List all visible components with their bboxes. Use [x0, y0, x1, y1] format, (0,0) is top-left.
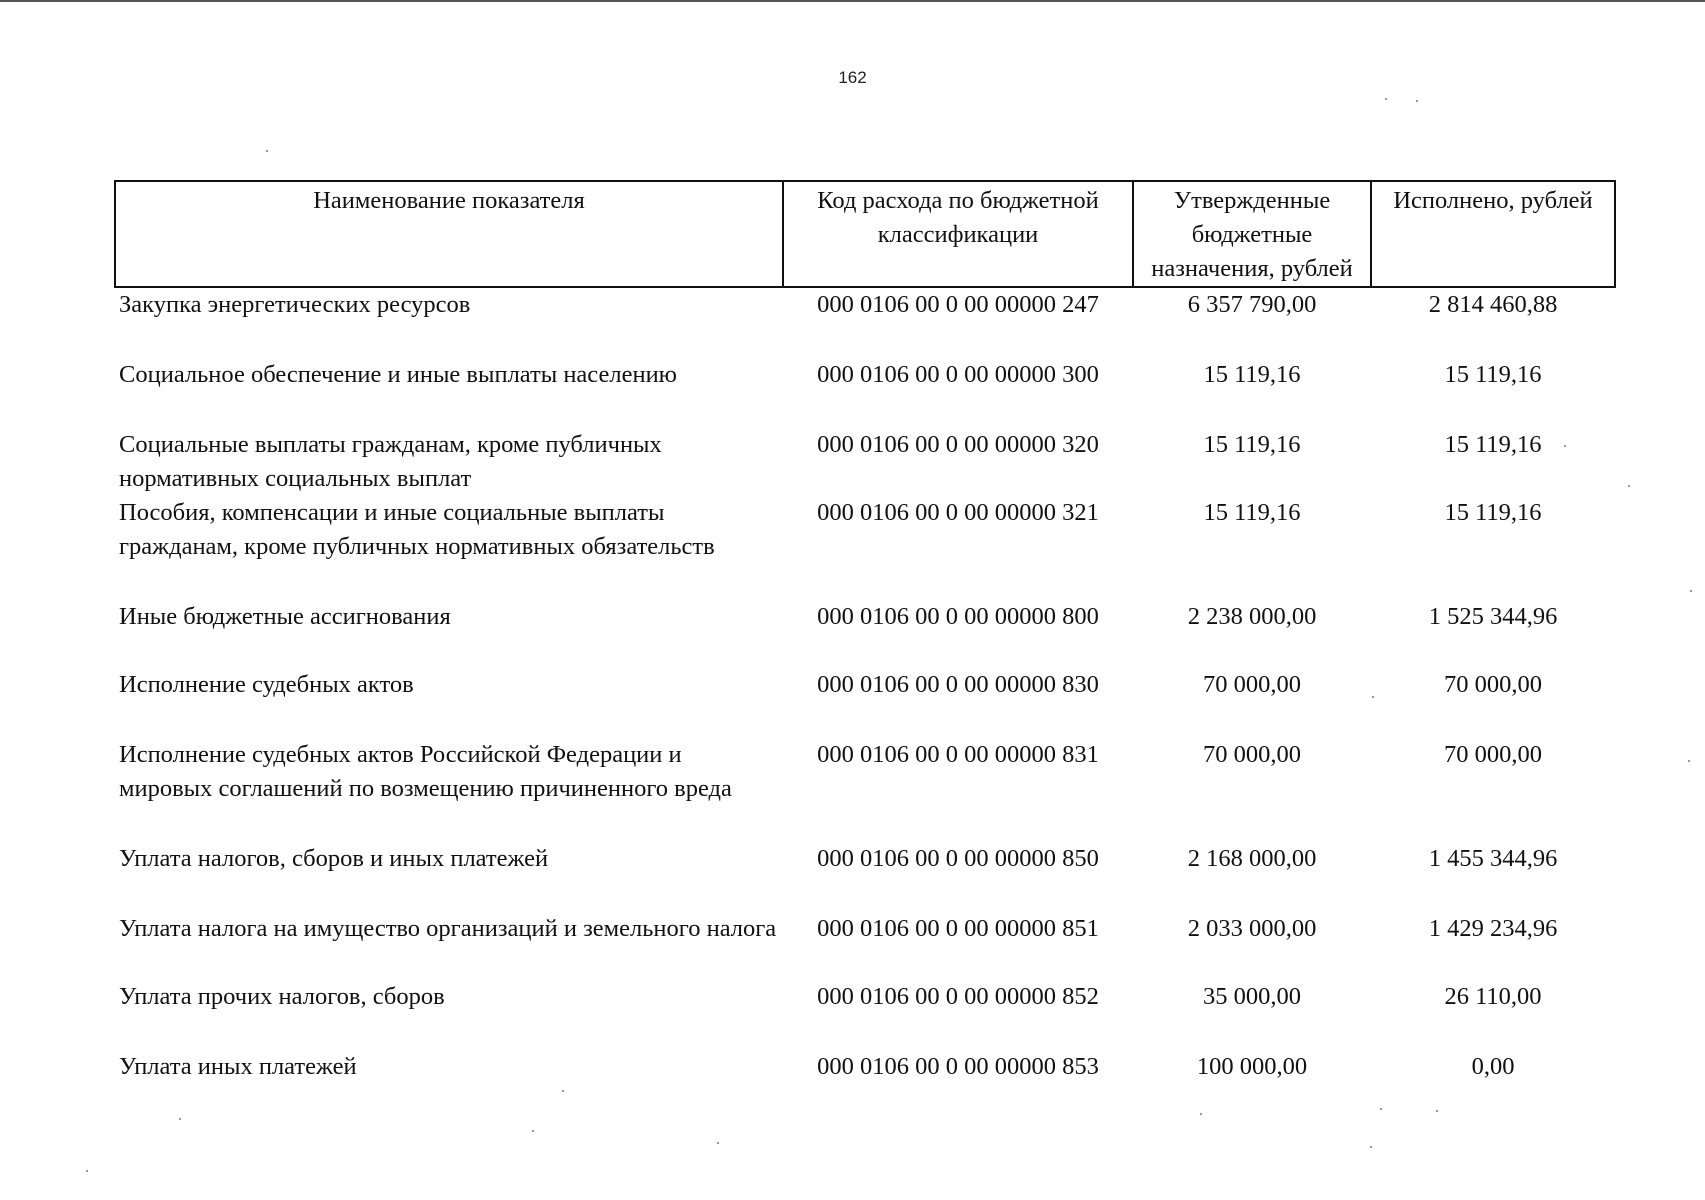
table-row: [115, 980, 1615, 1050]
row-executed: 0,00: [1471, 1053, 1515, 1080]
scan-speck: [1370, 1146, 1372, 1148]
row-name: Уплата иных платежей: [119, 1053, 357, 1080]
row-approved: 15 119,16: [1203, 431, 1301, 458]
scan-speck: [179, 1118, 181, 1120]
table-row: [115, 842, 1615, 912]
scan-speck: [266, 150, 268, 152]
page-number: 162: [838, 68, 867, 87]
row-code: 000 0106 00 0 00 00000 320: [817, 431, 1099, 458]
row-name: Исполнение судебных актов Российской Федерации и мировых соглашений по возмещению причиненного вреда: [119, 741, 732, 802]
row-approved: 70 000,00: [1203, 741, 1301, 768]
scan-speck: [1385, 98, 1387, 100]
header-name: Наименование показателя: [115, 181, 783, 287]
row-executed: 26 110,00: [1444, 983, 1542, 1010]
row-code: 000 0106 00 0 00 00000 852: [817, 983, 1099, 1010]
scan-speck: [1436, 1110, 1438, 1112]
table-header-row: [115, 181, 1615, 287]
row-code: 000 0106 00 0 00 00000 850: [817, 845, 1099, 872]
row-name: Закупка энергетических ресурсов: [119, 291, 471, 318]
row-approved: 2 238 000,00: [1187, 603, 1317, 630]
header-code: Код расхода по бюджетной классификации: [783, 181, 1133, 287]
scan-speck: [1564, 445, 1566, 447]
scan-speck: [1200, 1113, 1202, 1115]
scan-speck: [1416, 100, 1418, 102]
row-executed: 1 429 234,96: [1428, 915, 1558, 942]
row-name: Пособия, компенсации и иные социальные выплаты гражданам, кроме публичных нормативных обязательств: [119, 499, 715, 560]
row-name: Уплата прочих налогов, сборов: [119, 983, 445, 1010]
row-code: 000 0106 00 0 00 00000 851: [817, 915, 1099, 942]
row-code: 000 0106 00 0 00 00000 321: [817, 499, 1099, 526]
row-name: Социальные выплаты гражданам, кроме публичных нормативных социальных выплат: [119, 431, 662, 492]
row-name: Исполнение судебных актов: [119, 671, 414, 698]
table-row: [115, 1050, 1615, 1110]
table-row: [115, 358, 1615, 428]
header-approved: Утвержденные бюджетные назначения, рублей: [1133, 181, 1371, 287]
page-top-edge: [0, 0, 1705, 2]
row-approved: 15 119,16: [1203, 499, 1301, 526]
scan-speck: [1372, 696, 1374, 698]
table-row: [115, 738, 1615, 842]
table-row: [115, 287, 1615, 358]
row-approved: 70 000,00: [1203, 671, 1301, 698]
table-row: [115, 496, 1615, 600]
row-code: 000 0106 00 0 00 00000 800: [817, 603, 1099, 630]
table-row: [115, 600, 1615, 668]
row-name: Уплата налога на имущество организаций и земельного налога: [119, 915, 777, 942]
scan-speck: [562, 1090, 564, 1092]
row-executed: 15 119,16: [1444, 499, 1542, 526]
scan-speck: [532, 1130, 534, 1132]
row-executed: 70 000,00: [1444, 741, 1542, 768]
row-approved: 2 033 000,00: [1187, 915, 1317, 942]
row-approved: 35 000,00: [1203, 983, 1301, 1010]
scan-speck: [86, 1170, 88, 1172]
row-executed: 70 000,00: [1444, 671, 1542, 698]
table-row: [115, 912, 1615, 980]
scan-speck: [1688, 760, 1690, 762]
scan-speck: [1380, 1108, 1382, 1110]
row-approved: 6 357 790,00: [1187, 291, 1317, 318]
row-executed: 1 525 344,96: [1428, 603, 1558, 630]
header-executed: Исполнено, рублей: [1371, 181, 1615, 287]
row-approved: 15 119,16: [1203, 361, 1301, 388]
budget-table: [114, 180, 1616, 1110]
scan-speck: [717, 1142, 719, 1144]
row-code: 000 0106 00 0 00 00000 853: [817, 1053, 1099, 1080]
row-approved: 100 000,00: [1196, 1053, 1308, 1080]
row-executed: 15 119,16: [1444, 361, 1542, 388]
scan-speck: [1628, 485, 1630, 487]
table-row: [115, 428, 1615, 496]
row-executed: 15 119,16: [1444, 431, 1542, 458]
row-code: 000 0106 00 0 00 00000 831: [817, 741, 1099, 768]
row-name: Иные бюджетные ассигнования: [119, 603, 451, 630]
row-code: 000 0106 00 0 00 00000 830: [817, 671, 1099, 698]
scan-speck: [1690, 590, 1692, 592]
row-executed: 2 814 460,88: [1428, 291, 1558, 318]
row-code: 000 0106 00 0 00 00000 247: [817, 291, 1099, 318]
row-approved: 2 168 000,00: [1187, 845, 1317, 872]
row-executed: 1 455 344,96: [1428, 845, 1558, 872]
row-name: Социальное обеспечение и иные выплаты населению: [119, 361, 677, 388]
row-name: Уплата налогов, сборов и иных платежей: [119, 845, 549, 872]
row-code: 000 0106 00 0 00 00000 300: [817, 361, 1099, 388]
table-row: [115, 668, 1615, 738]
